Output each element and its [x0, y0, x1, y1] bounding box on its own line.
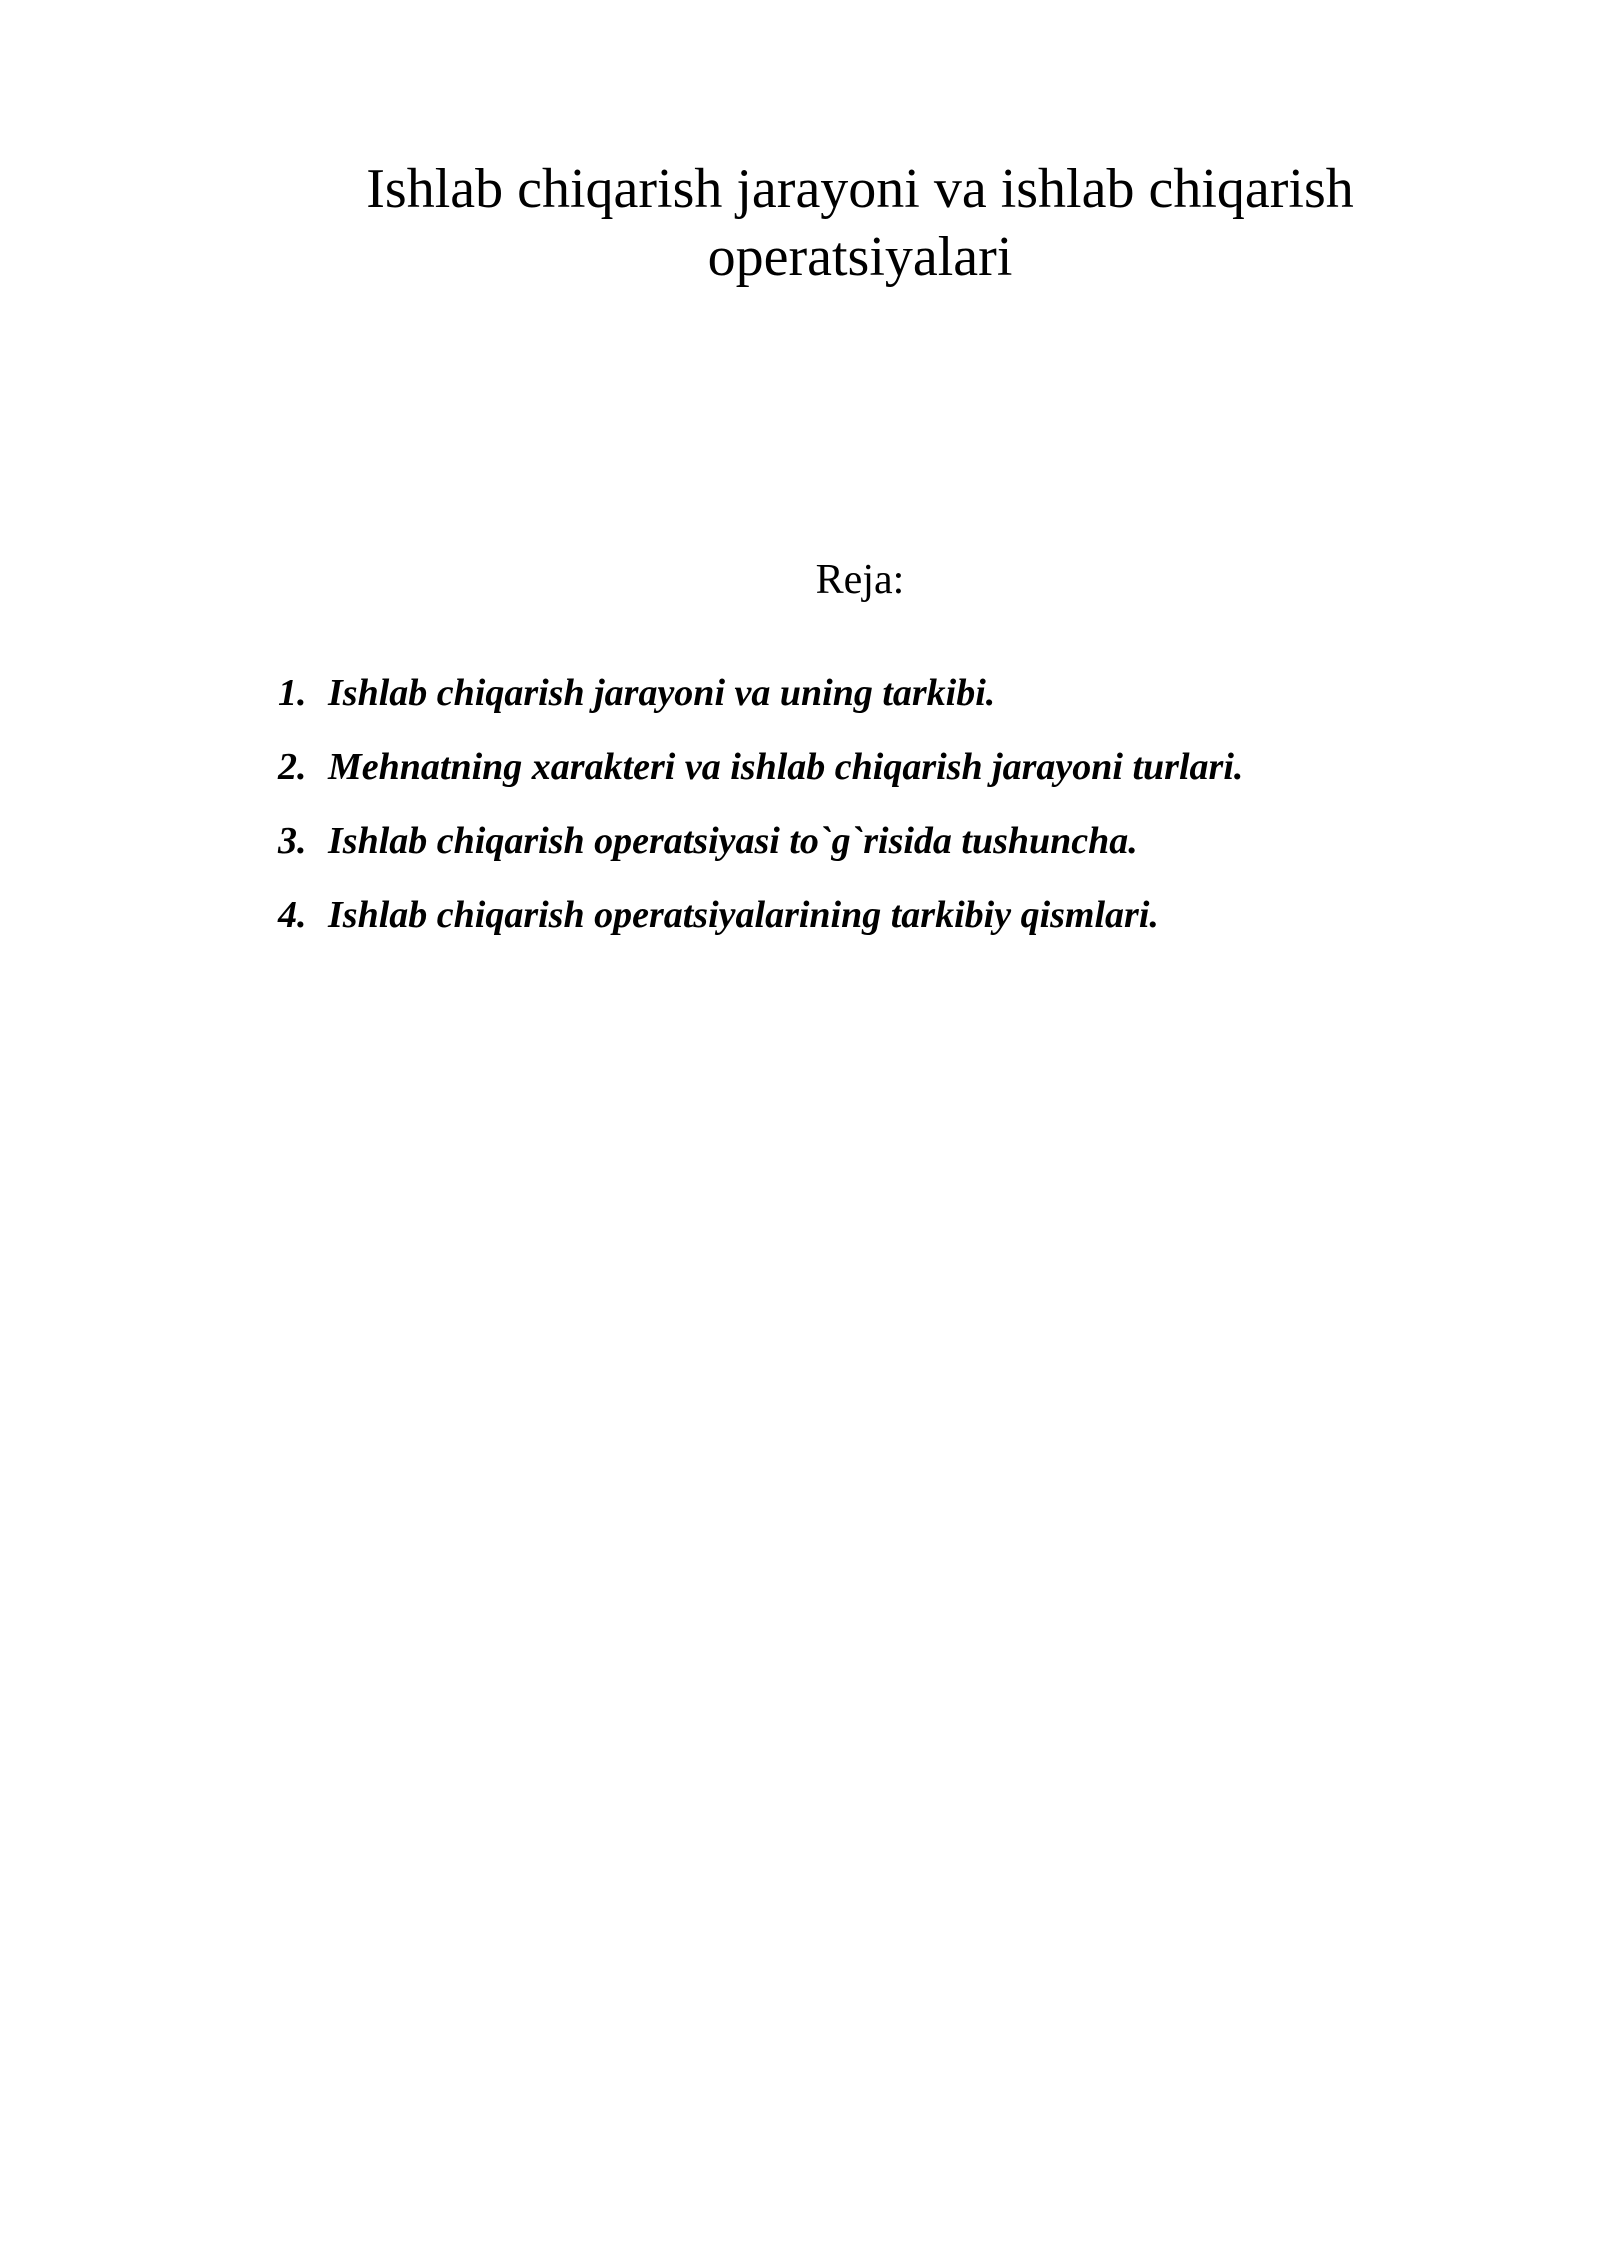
plan-item: [278, 890, 1243, 940]
plan-item: [278, 816, 1243, 866]
plan-heading: Reja:: [815, 557, 905, 603]
plan-item-number: 4.: [278, 894, 307, 936]
document-title-line-2: operatsiyalari: [707, 226, 1013, 288]
plan-item-text: Ishlab chiqarish operatsiyalarining tarkibiy qismlari.: [328, 894, 1159, 936]
plan-item: [278, 742, 1243, 792]
plan-item-number: 2.: [278, 746, 307, 788]
plan-item-number: 1.: [278, 672, 307, 714]
document-title-line-1: Ishlab chiqarish jarayoni va ishlab chiqarish: [366, 158, 1354, 220]
plan-item-text: Ishlab chiqarish operatsiyasi to`g`risida tushuncha.: [328, 820, 1138, 862]
plan-item-number: 3.: [278, 820, 307, 862]
plan-item-text: Mehnatning xarakteri va ishlab chiqarish jarayoni turlari.: [328, 746, 1244, 788]
plan-item-text: Ishlab chiqarish jarayoni va uning tarkibi.: [328, 672, 996, 714]
document-title: [300, 155, 1420, 291]
plan-item: [278, 668, 1243, 718]
plan-list: [278, 668, 1243, 964]
